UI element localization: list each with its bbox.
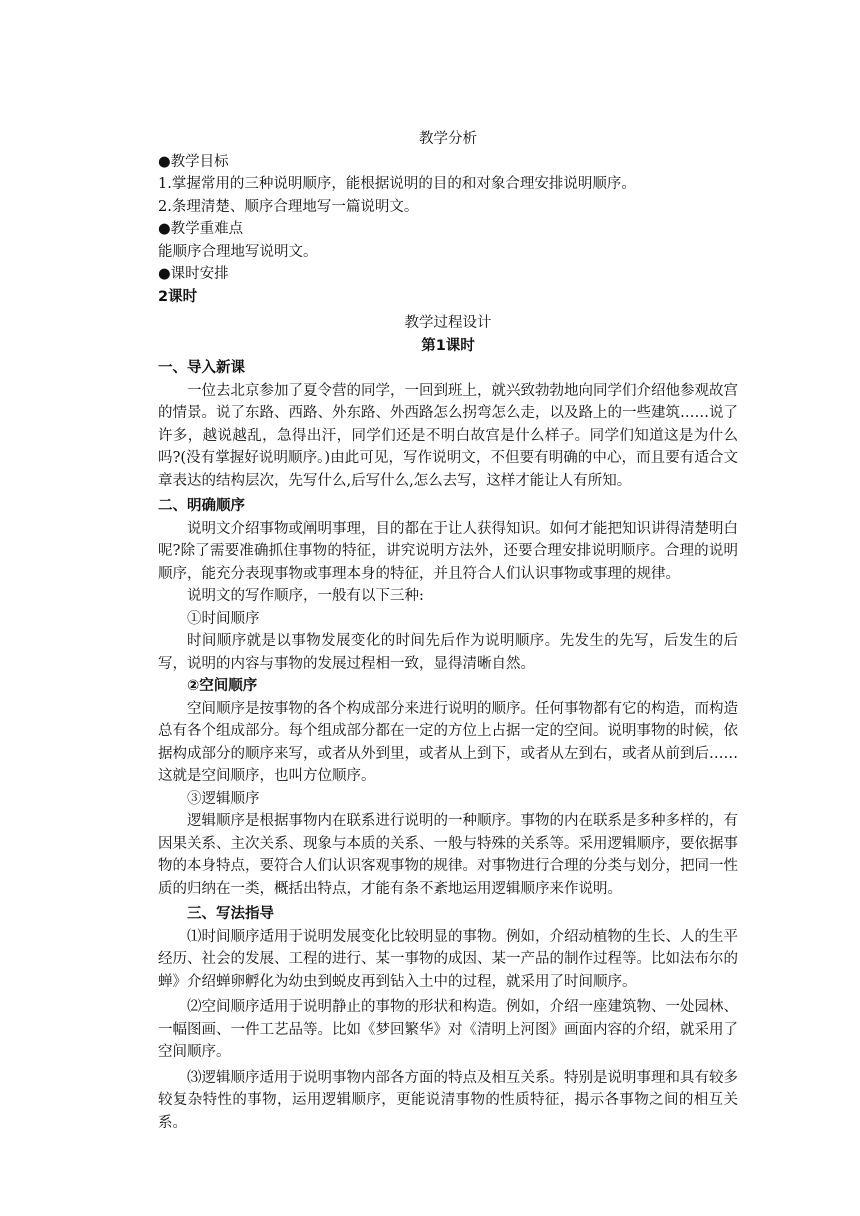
section-heading-guide: 三、写法指导 <box>187 906 274 922</box>
time-order-heading: ①时间顺序 <box>187 610 260 627</box>
page-title: 教学分析 <box>419 131 477 147</box>
time-order-paragraph: 时间顺序就是以事物发展变化的时间先后作为说明顺序。先发生的先写，后发生的后写，说明的内容与事物的发展过程相一致，显得清晰自然。 <box>158 633 738 672</box>
schedule-heading: ●课时安排 <box>158 266 229 282</box>
guide-paragraph-2: ⑵空间顺序适用于说明静止的事物的形状和构造。例如，介绍一座建筑物、一处园林、一幅图画、一件工艺品等。比如《梦回繁华》对《清明上河图》画面内容的介绍，就采用了空间顺序。 <box>158 999 738 1060</box>
goal-item-1: 1.掌握常用的三种说明顺序，能根据说明的目的和对象合理安排说明顺序。 <box>158 176 636 192</box>
goals-heading: ●教学目标 <box>158 153 229 170</box>
process-title: 教学过程设计 <box>404 315 492 331</box>
guide-paragraph-3: ⑶逻辑顺序适用于说明事物内部各方面的特点及相互关系。特别是说明事理和具有较多较复杂特性的事物，运用逻辑顺序，更能说清事物的性质特征，揭示各事物之间的相互关系。 <box>158 1069 738 1131</box>
space-order-heading: ②空间顺序 <box>187 678 258 694</box>
logic-order-heading: ③逻辑顺序 <box>187 790 260 807</box>
order-paragraph: 说明文介绍事物或阐明事理，目的都在于让人获得知识。如何才能把知识讲得清楚明白呢?除了需要准确抓住事物的特征，讲究说明方法外，还要合理安排说明顺序。合理的说明顺序，能充分表现事物或事理本身的特征，并且符合人们认识事物或事理的规律。 <box>158 520 738 582</box>
lesson-title: 第1课时 <box>421 337 475 354</box>
section-heading-intro: 一、导入新课 <box>158 360 245 376</box>
goal-item-2: 2.条理清楚、顺序合理地写一篇说明文。 <box>158 198 419 215</box>
space-order-paragraph: 空间顺序是按事物的各个构成部分来进行说明的顺序。任何事物都有它的构造，而构造总有各个组成部分。每个组成部分都在一定的方位上占据一定的空间。说明事物的时候，依据构成部分的顺序来写，或者从外到里，或者从上到下，或者从左到右，或者从前到后……这就是空间顺序，也叫方位顺序。 <box>158 700 738 784</box>
intro-paragraph: 一位去北京参加了夏令营的同学，一回到班上，就兴致勃勃地向同学们介绍他参观故宫的情景。说了东路、西路、外东路、外西路怎么拐弯怎么走，以及路上的一些建筑……说了许多，越说越乱，急得出汗，同学们还是不明白故宫是什么样子。同学们知道这是为什么吗?(没有掌握好说明顺序。)由此可见，写作说明文，不但要有明确的中心，而且要有适合文章表达的结构层次，先写什么,后写什么,怎么去写，这样才能让人有所知。 <box>158 382 738 489</box>
order-intro-line: 说明文的写作顺序，一般有以下三种: <box>187 588 424 604</box>
section-heading-order: 二、明确顺序 <box>158 498 245 514</box>
logic-order-paragraph: 逻辑顺序是根据事物内在联系进行说明的一种顺序。事物的内在联系是多种多样的，有因果关系、主次关系、现象与本质的关系、一般与特殊的关系等。采用逻辑顺序，要依据事物的本身特点，要符合人们认识客观事物的规律。对事物进行合理的分类与划分，把同一性质的归纳在一类，概括出特点，才能有条不紊地运用逻辑顺序来作说明。 <box>158 813 738 897</box>
document-body <box>158 128 738 1134</box>
schedule-text: 2课时 <box>158 288 198 305</box>
keypoint-text: 能顺序合理地写说明文。 <box>158 243 318 260</box>
keypoint-heading: ●教学重难点 <box>158 221 244 237</box>
guide-paragraph-1: ⑴时间顺序适用于说明发展变化比较明显的事物。例如，介绍动植物的生长、人的生平经历、社会的发展、工程的进行、某一事物的成因、某一产品的制作过程等。比如法布尔的蝉》介绍蝉卵孵化为幼虫到蜕皮再到钻入土中的过程，就采用了时间顺序。 <box>158 928 738 990</box>
